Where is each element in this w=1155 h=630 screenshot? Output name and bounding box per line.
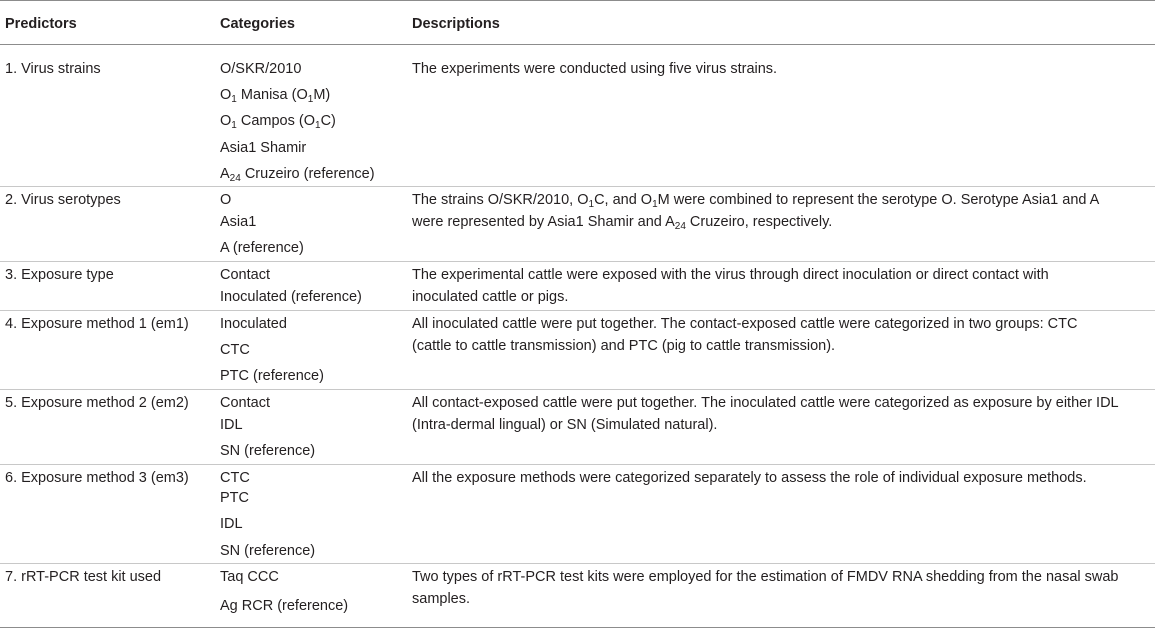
predictor-cell: 3. Exposure type <box>5 267 114 283</box>
row-divider <box>0 186 1155 187</box>
category-item: Asia1 Shamir <box>220 140 307 156</box>
description-line: samples. <box>412 591 471 607</box>
category-item: IDL <box>220 417 243 433</box>
table-bottom-rule <box>0 627 1155 628</box>
description-line: The experimental cattle were exposed with the virus through direct inoculation or direct contact with <box>412 267 1049 283</box>
category-item: Taq CCC <box>220 569 279 585</box>
description-line: All contact-exposed cattle were put together. The inoculated cattle were categorized as exposure by either IDL <box>412 395 1119 411</box>
category-item: $O_1$ Campos $(O_1C)$ <box>220 113 336 131</box>
description-line: The experiments were conducted using five virus strains. <box>412 61 778 77</box>
header-rule <box>0 44 1155 45</box>
subscript: 1 <box>231 120 237 131</box>
predictor-cell: 7. rRT-PCR test kit used <box>5 569 162 585</box>
predictor-cell: 5. Exposure method 2 (em2) <box>5 395 189 411</box>
description-line: All the exposure methods were categorized separately to assess the role of individual exposure methods. <box>412 470 1087 486</box>
row-divider <box>0 310 1155 311</box>
category-item: SN (reference) <box>220 443 316 459</box>
predictor-cell: 4. Exposure method 1 (em1) <box>5 316 189 332</box>
category-item: CTC <box>220 342 250 358</box>
category-item: Inoculated <box>220 316 287 332</box>
subscript: 24 <box>674 221 686 232</box>
description-line: The strains O/SKR/2010, $O_1C$, and $O_1M$ were combined to represent the serotype O. Serotype Asia1 and A <box>412 192 1100 210</box>
subscript: 1 <box>307 94 314 105</box>
subscript: 24 <box>229 173 241 184</box>
table-top-rule <box>0 0 1155 1</box>
header-categories: Categories <box>220 16 295 32</box>
subscript: 1 <box>315 120 321 131</box>
description-line: Two types of rRT-PCR test kits were employed for the estimation of FMDV RNA shedding from the nasal swab <box>412 569 1119 585</box>
category-item: CTC <box>220 470 250 486</box>
category-item: IDL <box>220 516 243 532</box>
category-item: Ag RCR (reference) <box>220 598 349 614</box>
predictor-cell: 1. Virus strains <box>5 61 101 77</box>
description-line: All inoculated cattle were put together. The contact-exposed cattle were categorized in two groups: CTC <box>412 316 1078 332</box>
subscript: 1 <box>588 199 595 210</box>
header-descriptions: Descriptions <box>412 16 500 32</box>
subscript: 1 <box>652 199 658 210</box>
predictor-cell: 6. Exposure method 3 (em3) <box>5 470 189 486</box>
category-item: $O_1$ Manisa $(O_1M)$ <box>220 87 331 105</box>
category-item: SN (reference) <box>220 543 316 559</box>
description-line: were represented by Asia1 Shamir and $A_{24}$ Cruzeiro, respectively. <box>412 214 833 232</box>
category-item: O <box>220 192 232 208</box>
category-item: PTC <box>220 490 249 506</box>
subscript: 1 <box>231 94 237 105</box>
description-line: inoculated cattle or pigs. <box>412 289 569 305</box>
predictor-cell: 2. Virus serotypes <box>5 192 121 208</box>
category-item: A (reference) <box>220 240 304 256</box>
category-item: Asia1 <box>220 214 257 230</box>
category-item: $A_{24}$ Cruzeiro (reference) <box>220 166 375 184</box>
category-item: Contact <box>220 267 270 283</box>
category-item: Contact <box>220 395 270 411</box>
description-line: (Intra-dermal lingual) or SN (Simulated natural). <box>412 417 718 433</box>
description-line: (cattle to cattle transmission) and PTC (pig to cattle transmission). <box>412 338 836 354</box>
category-item: Inoculated (reference) <box>220 289 362 305</box>
header-predictors: Predictors <box>5 16 77 32</box>
row-divider <box>0 389 1155 390</box>
row-divider <box>0 563 1155 564</box>
category-item: O/SKR/2010 <box>220 61 302 77</box>
row-divider <box>0 464 1155 465</box>
category-item: PTC (reference) <box>220 368 324 384</box>
row-divider <box>0 261 1155 262</box>
